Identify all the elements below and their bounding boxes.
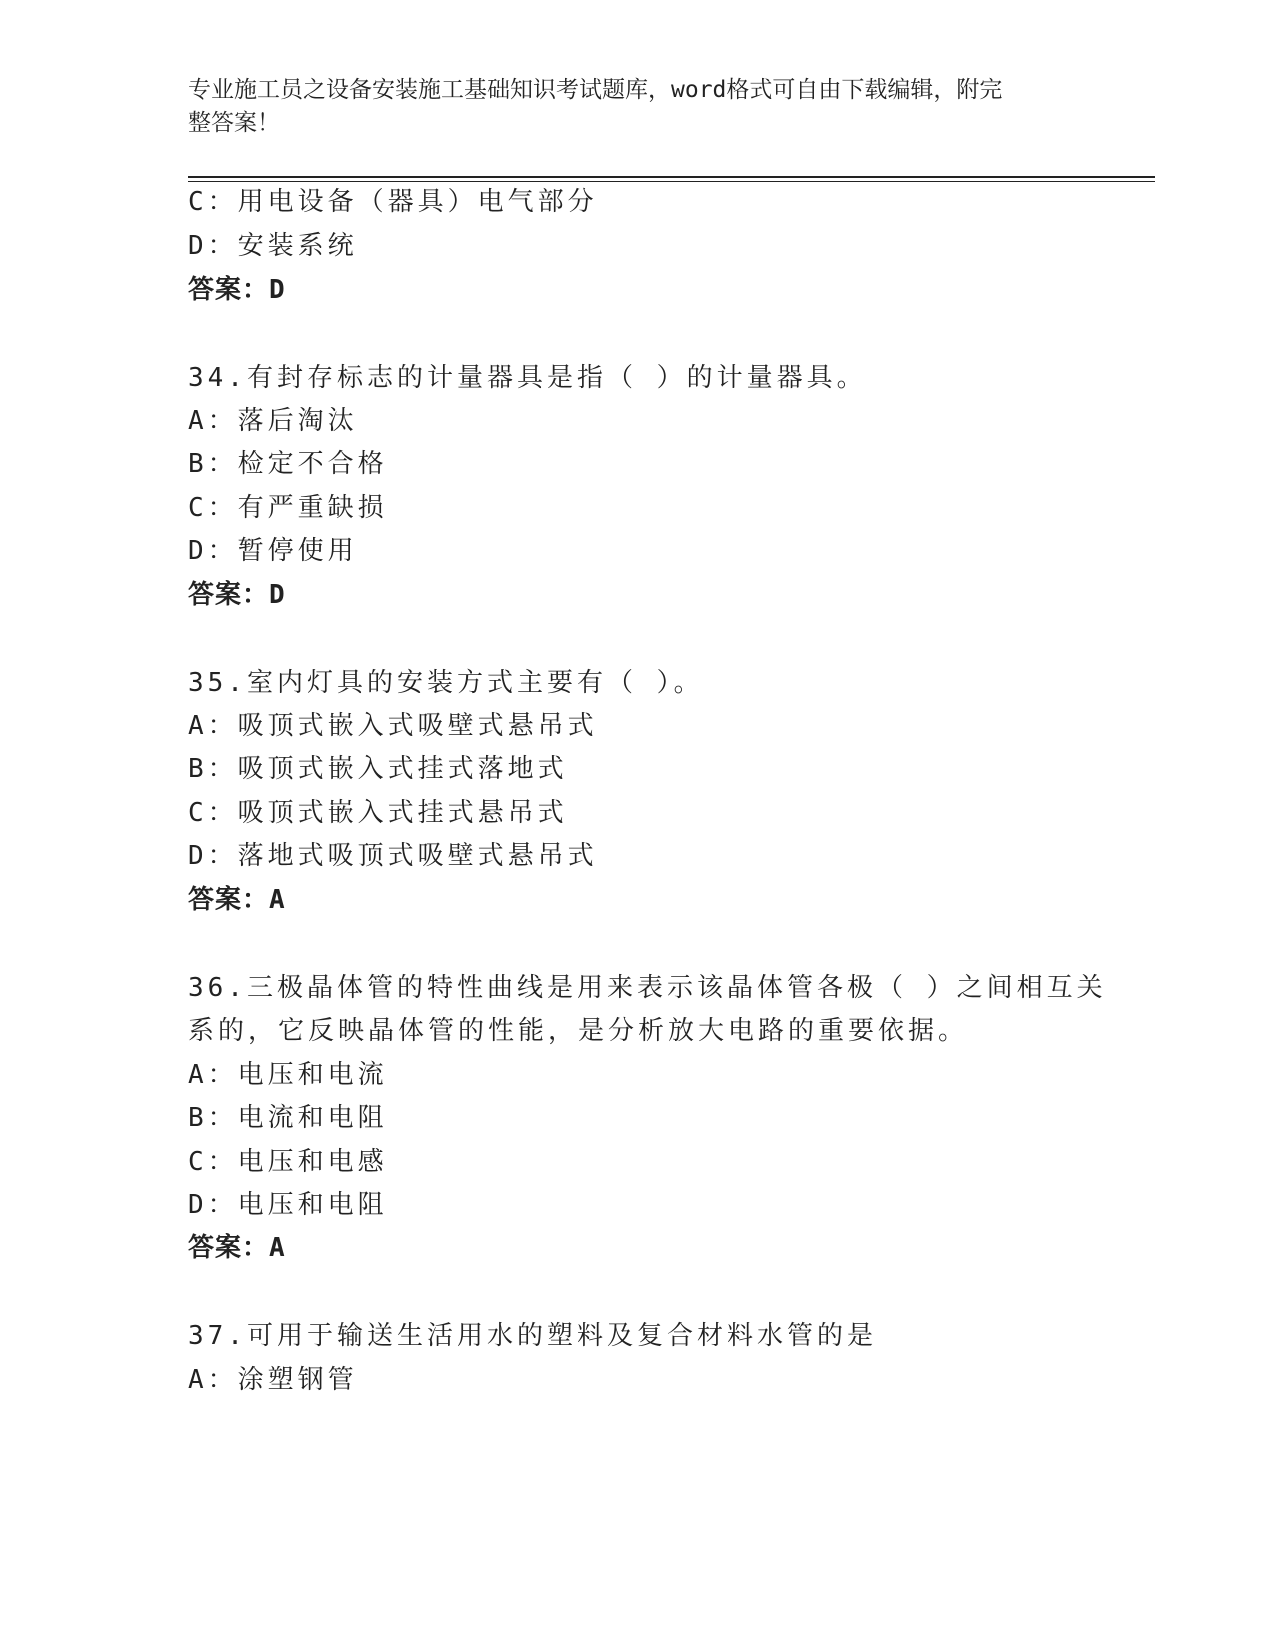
carry-option-c: C：用电设备（器具）电气部分 xyxy=(188,187,598,217)
question-36-option-b: B：电流和电阻 xyxy=(188,1103,388,1133)
question-35-option-c: C：吸顶式嵌入式挂式悬吊式 xyxy=(188,798,568,828)
question-36-option-c: C：电压和电感 xyxy=(188,1147,388,1177)
question-34-answer: 答案：D xyxy=(188,580,286,610)
question-37-stem: 37.可用于输送生活用水的塑料及复合材料水管的是 xyxy=(188,1321,877,1351)
question-35-option-b: B：吸顶式嵌入式挂式落地式 xyxy=(188,754,568,784)
question-34-option-d: D：暂停使用 xyxy=(188,536,358,566)
question-34-option-a: A：落后淘汰 xyxy=(188,406,358,436)
question-36-stem: 36.三极晶体管的特性曲线是用来表示该晶体管各极（ ）之间相互关 xyxy=(188,973,1107,1003)
header-line-1: 专业施工员之设备安装施工基础知识考试题库，word格式可自由下载编辑，附完 xyxy=(188,77,1003,103)
document-header xyxy=(188,74,1068,140)
question-34-option-c: C：有严重缺损 xyxy=(188,493,388,523)
question-34-option-b: B：检定不合格 xyxy=(188,449,388,479)
question-36-option-a: A：电压和电流 xyxy=(188,1060,388,1090)
question-34-stem: 34.有封存标志的计量器具是指（ ）的计量器具。 xyxy=(188,363,867,393)
question-36-answer: 答案：A xyxy=(188,1233,286,1263)
header-line-2: 整答案！ xyxy=(188,110,280,136)
question-35-stem: 35.室内灯具的安装方式主要有（ ）。 xyxy=(188,668,704,698)
question-37-option-a: A：涂塑钢管 xyxy=(188,1365,358,1395)
question-35-answer: 答案：A xyxy=(188,885,286,915)
carry-answer: 答案：D xyxy=(188,275,286,305)
question-36-option-d: D：电压和电阻 xyxy=(188,1190,388,1220)
carry-option-d: D：安装系统 xyxy=(188,231,358,261)
header-rule xyxy=(188,176,1155,178)
question-35-option-a: A：吸顶式嵌入式吸壁式悬吊式 xyxy=(188,711,598,741)
question-36-stem-cont: 系的，它反映晶体管的性能，是分析放大电路的重要依据。 xyxy=(188,1016,969,1046)
question-35-option-d: D：落地式吸顶式吸壁式悬吊式 xyxy=(188,841,598,871)
